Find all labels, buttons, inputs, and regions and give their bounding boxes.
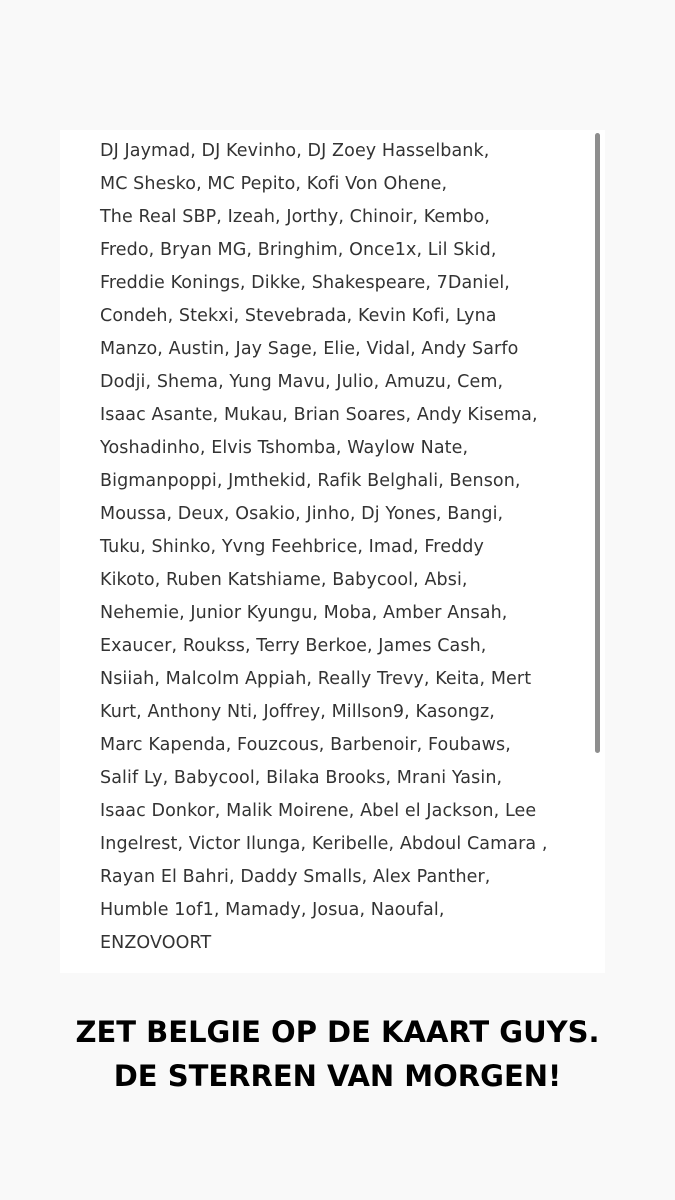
names-line: Ingelrest, Victor Ilunga, Keribelle, Abdoul Camara ,	[100, 834, 548, 854]
names-line: Fredo, Bryan MG, Bringhim, Once1x, Lil Skid,	[100, 240, 497, 260]
names-line: Tuku, Shinko, Yvng Feehbrice, Imad, Freddy	[100, 537, 484, 557]
names-line: Kurt, Anthony Nti, Joffrey, Millson9, Kasongz,	[100, 702, 495, 722]
names-line: Condeh, Stekxi, Stevebrada, Kevin Kofi, Lyna	[100, 306, 497, 326]
names-line: Marc Kapenda, Fouzcous, Barbenoir, Foubaws,	[100, 735, 511, 755]
names-line: Nehemie, Junior Kyungu, Moba, Amber Ansah,	[100, 603, 508, 623]
names-line: ENZOVOORT	[100, 933, 212, 953]
names-line: Humble 1of1, Mamady, Josua, Naoufal,	[100, 900, 445, 920]
names-line: Rayan El Bahri, Daddy Smalls, Alex Panther,	[100, 867, 491, 887]
names-line: Nsiiah, Malcolm Appiah, Really Trevy, Keita, Mert	[100, 669, 532, 689]
names-line: Bigmanpoppi, Jmthekid, Rafik Belghali, Benson,	[100, 471, 521, 491]
names-line: The Real SBP, Izeah, Jorthy, Chinoir, Kembo,	[100, 207, 491, 227]
names-line: Salif Ly, Babycool, Bilaka Brooks, Mrani Yasin,	[100, 768, 503, 788]
names-line: Dodji, Shema, Yung Mavu, Julio, Amuzu, Cem,	[100, 372, 504, 392]
names-line: Exaucer, Roukss, Terry Berkoe, James Cash,	[100, 636, 487, 656]
text-panel[interactable]	[60, 130, 605, 973]
names-line: Freddie Konings, Dikke, Shakespeare, 7Daniel,	[100, 273, 510, 293]
names-list	[100, 135, 600, 960]
names-line: Yoshadinho, Elvis Tshomba, Waylow Nate,	[100, 438, 469, 458]
scrollbar[interactable]	[595, 133, 600, 753]
names-line: Isaac Asante, Mukau, Brian Soares, Andy Kisema,	[100, 405, 538, 425]
names-line: Isaac Donkor, Malik Moirene, Abel el Jackson, Lee	[100, 801, 537, 821]
names-line: Kikoto, Ruben Katshiame, Babycool, Absi,	[100, 570, 468, 590]
names-line: Manzo, Austin, Jay Sage, Elie, Vidal, Andy Sarfo	[100, 339, 519, 359]
headline-line-2: DE STERREN VAN MORGEN!	[113, 1059, 562, 1093]
headline-caption	[0, 1010, 675, 1098]
names-line: Moussa, Deux, Osakio, Jinho, Dj Yones, Bangi,	[100, 504, 504, 524]
headline-line-1: ZET BELGIE OP DE KAART GUYS.	[75, 1015, 600, 1049]
names-line: MC Shesko, MC Pepito, Kofi Von Ohene,	[100, 174, 448, 194]
names-line: DJ Jaymad, DJ Kevinho, DJ Zoey Hasselbank,	[100, 141, 490, 161]
